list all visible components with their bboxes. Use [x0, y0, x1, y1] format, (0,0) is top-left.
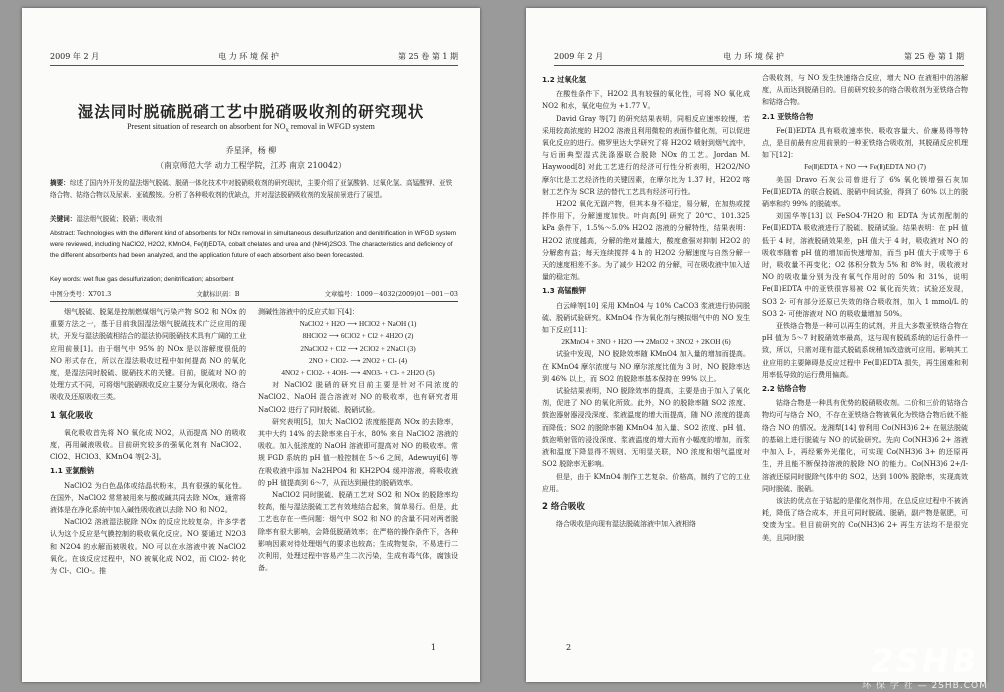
equation-3 — [258, 343, 458, 355]
equation-2 — [258, 330, 458, 342]
article-number: 文章编号：1009－4032(2009)01－001－03 — [324, 290, 458, 298]
section-1-2-paragraph-3: H2O2 氧化无副产物，但其本身不稳定，易分解，在加热或搅拌作用下，分解速度加快。叶向高[9] 研究了 20℃、101.325 kPa 条件下，1.5%～5.0% H2O2 溶液的分解特性，结果表明：H2O2 浓度越高，分解的绝对量越大，酸度愈强对抑制 H2O2 的分解愈有益；每天连续搅拌 4 h 的 H2O2 分解速度与自然分解一天的速度相差不多。为了减少 H2O2 的分解，可在吸收液中加入适量的稳定剂。 — [542, 200, 750, 282]
section-1-3-paragraph-1: 白云峰等[10] 采用 KMnO4 与 10% CaCO3 浆液进行协同脱硫、脱硝试验研究。KMnO4 作为氧化剂与模拟烟气中的 NO 发生如下反应[11]： — [542, 301, 750, 335]
article-meta — [50, 289, 458, 302]
section-1-heading: 1 氧化吸收 — [50, 410, 93, 421]
abstract-label: 摘要： — [50, 179, 70, 187]
keywords-text: 湿法烟气脱硫；脱硝；吸收剂 — [76, 215, 163, 223]
equation-5-text: 4NO2 + ClO2- + 4OH- ⟶ 4NO3- + Cl- + 2H2O — [281, 369, 425, 378]
affiliation: （南京师范大学 动力工程学院，江苏 南京 210042） — [155, 161, 347, 170]
keywords — [50, 214, 458, 226]
page-1 — [22, 8, 480, 682]
english-abstract — [50, 228, 458, 262]
clc-number: 中图分类号：X701.3 — [50, 290, 112, 298]
english-abstract-label: Abstract: — [50, 230, 76, 237]
section-2-continued: 合吸收剂，与 NO 发生快速络合反应，增大 NO 在液相中的溶解度，从而达到脱硝目的。目前研究较多的络合吸收剂为亚铁络合物和钴络合物。 — [762, 74, 968, 107]
equation-1-number: (1) — [408, 320, 417, 329]
equation-3-number: (3) — [407, 344, 416, 353]
equation-6 — [542, 336, 750, 348]
reaction-intro: 测碱性溶液中的反应式如下[4]： — [258, 308, 359, 316]
document-code: 文献标识码：B — [196, 290, 240, 298]
page-2 — [526, 8, 986, 682]
watermark-logo: 2SHB — [870, 642, 980, 680]
equation-2-text: 8HClO2 ⟶ 6ClO2 + Cl2 + 4H2O — [302, 332, 404, 341]
equation-1-text: NaClO2 + H2O ⟶ HClO2 + NaOH — [299, 320, 407, 329]
naclo2-issues-paragraph: NaClO2 同时脱硫、脱硝工艺对 SO2 和 NOx 的脱除率均较高，能与湿法脱硫工艺有效地结合起来，简单易行。但是，此工艺也存在一些问题：烟气中 SO2 和 NO 的含量不同对两者脱除率有很大影响，会降低脱硝效率；在严格的操作条件下，各种影响因素对待处理烟气的要求也较高；生成物复杂，不易进行二次利用，处理过程中容易产生二次污染，生成有毒气体，腐蚀设备。 — [258, 491, 458, 573]
equation-6-text: 2KMnO4 + 3NO + H2O ⟶ 2MnO2 + 3NO2 + 2KOH — [561, 338, 721, 347]
abstract — [50, 178, 458, 201]
equation-7-number: (7) — [917, 163, 926, 172]
naclo2-research-paragraph: 对 NaClO2 脱硝的研究目前主要是针对不同浓度的 NaClO2、NaOH 混合溶液对 NO 的吸收率，也有研究者用 NaClO2 进行了同时脱硫、脱硝试验。 — [258, 381, 458, 414]
english-keywords — [50, 274, 458, 285]
section-2-2-heading: 2.2 钴络合物 — [762, 384, 806, 394]
section-1-3-paragraph-2: 试验中发现，NO 脱除效率随 KMnO4 加入量的增加而提高。在 KMnO4 摩尔浓度与 NO 摩尔浓度比值为 3 时，NO 脱除率达到 46% 以上，而 SO2 的脱除率基本保持在 99% 以上。 — [542, 350, 750, 383]
equation-4-number: (4) — [398, 356, 408, 365]
header-issue: 第 25 卷 第 1 期 — [398, 52, 458, 61]
equation-5-number: (5) — [426, 369, 435, 378]
equation-4-text: 2NO + ClO2- ⟶ 2NO2 + Cl- — [308, 356, 397, 365]
english-keywords-label: Key words: — [50, 276, 82, 283]
site-watermark — [850, 644, 1000, 692]
section-1-2-paragraph-2: David Gray 等[7] 的研究结果表明，同相反应速率较慢，若采用较高浓度的 H2O2 溶液且利用微粒的表面作催化剂，可以促进氧化反应的进行。佛罗里达大学研究了将 H2O2 喷射到烟气流中，与后面典型湿式洗涤器联合脱除 NOx 的工艺。Jordan M. Haywood[8] 对此工艺进行的经济可行性分析表明，H2O2/NO 摩尔比是工艺经济性的关键因素，在摩尔比为 1.37 时，H2O2 喀射工艺作为 SCR 法的替代工艺具有经济可行性。 — [542, 114, 750, 196]
header-date: 2009 年 2 月 — [50, 52, 100, 61]
abstract-text: 综述了国内外开发的湿法烟气脱硫、脱硝一体化技术中对脱硝吸收剂的研究现状，主要介绍了亚氯酸钠、过氧化氢、高锰酸钾、亚铁络合物、钴络合物以及尿素、亚硫酸铵。分析了各种吸收剂的优缺点，并对湿法脱硝吸收剂的发展前景进行了展望。 — [50, 179, 453, 199]
english-abstract-text: Technologies with the different kind of absorbents for NOx removal in simultaneous desulfurization and denitrification in WFGD system were reviewed, including NaClO2, H2O2, KMnO4, Fe(Ⅱ)EDTA, cobalt chelates and urea and (NH4)2SO3. The characteristics and deficiency of the different absorbents had been analyzed, and the application future of each absorbent also been forecasted. — [50, 230, 457, 260]
section-1-3-paragraph-4: 但是，由于 KMnO4 制作工艺复杂、价格高，制约了它的工业应用。 — [542, 472, 750, 493]
section-1-1-paragraph-2: NaClO2 溶液湿法脱除 NOx 的反应比较复杂，许多学者认为这个反应是气膜控制的吸收氧化反应。NO 要通过 N2O3 和 N2O4 的水解而被吸收。NO 可以在水溶液中被 NaClO2 氧化。在该反应过程中，NO 被氧化成 NO2，而 ClO2- 转化为 Cl-、ClO-。推 — [50, 518, 246, 576]
equation-2-number: (2) — [405, 332, 414, 341]
equation-6-number: (6) — [722, 338, 731, 347]
paper-title: 湿法同时脱硫脱硝工艺中脱硝吸收剂的研究现状 — [77, 103, 425, 121]
intro-paragraph: 烟气脱硫、脱氮是控制燃煤烟气污染产物 SO2 和 NOx 的重要方法之一，基于目前我国湿法烟气脱硫技术广泛应用的现状，开发与湿法脱硫相结合的湿法协同脱硝技术具有广阔的工业应用前景[1]。由于烟气中 95% 的 NOx 是以溶解度很低的 NO 形式存在，所以在湿法吸收过程中如何提高 NO 的氧化度，是湿法同时脱硫、脱硝技术的关键。目前，脱硫对 NO 的处理方式不同，可将烟气脱硝吸收反应主要分为氧化吸收、络合吸收及还原吸收三类。 — [50, 308, 246, 402]
equation-7-text: Fe(Ⅱ)EDTA + NO ⟶ Fe(Ⅱ)EDTA NO — [804, 163, 916, 172]
section-2-heading: 2 络合吸收 — [542, 501, 585, 512]
section-2-1-paragraph-1: Fe(Ⅱ)EDTA 具有吸收速率快、吸收容量大、价廉易得等特点，是目前最有应用前景的一种亚铁络合吸收剂，其脱硝反应机理如下[12]： — [762, 126, 968, 160]
section-2-1-paragraph-4: 亚铁络合物是一种可以再生的试剂，并且大多数亚铁络合物在 pH 值为 5～7 时脱硝效率最高，这与现有脱硫系统的运行条件一致，所以，只需对现有湿式脱硫系统稍加改造就可应用。影响其工业应用的主要障碍是反应过程中 Fe(Ⅱ)EDTA 损失，再生困难和利用率低导致的运行费用偏高。 — [762, 322, 968, 379]
section-1-1-paragraph-1: NaClO2 为白色晶体或结晶状粉末，具有很强的氧化性。在国外，NaClO2 常常被用来与酸或碱共同去除 NOx，通常将液体是在净化系统中加入碱性吸收液以去除 NO 和 NO2。 — [50, 481, 246, 515]
section-1-1-heading: 1.1 亚氯酸钠 — [50, 466, 94, 476]
section-2-1-paragraph-2: 美国 Dravo 石灰公司曾进行了 6% 氧化镁增强石灰加 Fe(Ⅱ)EDTA 的联合脱硫、脱硝中间试验，得到了 60% 以上的脱硝率和约 99% 的脱硫率。 — [762, 175, 968, 209]
authors: 乔星泽，杨 柳 — [225, 146, 277, 155]
paper-english-title: Present situation of research on absorbent for $NO_x$ removal in WFGD system — [127, 122, 375, 134]
section-1-text: 氧化吸收首先将 NO 氧化成 NO2，从而提高 NO 的吸收度，再用碱液吸收。目前研究较多的强氧化剂有 NaClO2、ClO2、HClO3、KMnO4 等[2-3]。 — [50, 428, 246, 462]
equation-1 — [258, 318, 458, 330]
header-issue: 第 25 卷 第 1 期 — [904, 52, 964, 61]
page-number: 2 — [566, 643, 572, 652]
section-1-3-heading: 1.3 高锰酸钾 — [542, 286, 586, 296]
page-number: 1 — [430, 643, 436, 652]
keywords-label: 关键词： — [50, 215, 77, 223]
section-2-2-paragraph-1: 钴络合物是一种具有优势的脱硝吸收剂。二价和三价的钴络合物均可与络合 NO，不存在亚铁络合物被氧化为铁络合物后就不能络合 NO 的情况。龙湘犁[14] 曾利用 Co(NH3)6 2+ 在氨法脱硫的基础上进行脱硫与 NO 的试验研究。先向 Co(NH3)6 2+ 溶液中加入 I-，再经紫外光催化，可实现 Co(NH3)6 3+ 的还原再生，并且能不断保持溶液的脱除 NO 的能力。Co(NH3)6 2+/I- 溶液还原同时脱除气体中的 SO2，达到 100% 脱除率，实现高效同时脱硫、脱硝。 — [762, 399, 968, 493]
page2-column-left — [542, 72, 750, 642]
page-header — [554, 46, 964, 66]
section-1-2-paragraph-1: 在酸性条件下，H2O2 具有较强的氧化性，可将 NO 氧化成 NO2 和水，氧化电位为 +1.77 V。 — [542, 90, 750, 111]
section-1-3-paragraph-3: 试验结果表明，NO 脱除效率的提高，主要是由于加入了氧化剂，促进了 NO 的氧化所致。此外，NO 的脱除率随 SO2 浓度、鼓泡器射器浸没深度、浆液温度的增大而提高，随 NO 浓度的提高而降低；SO2 的脱除率随 KMnO4 加入量、SO2 浓度、pH 值、鼓泡喷射管的浸没深度、浆液温度的增大而有小幅度的增加，而浆液和温度下降显得不规则、无明显关联，NO 浓度和烟气温度对 SO2 脱除率无影响。 — [542, 387, 750, 469]
equation-4 — [258, 355, 458, 367]
watermark-subtitle: 环 保 学 社 — 2SHB.COM — [862, 681, 988, 691]
page1-column-left — [50, 306, 246, 646]
header-journal: 电 力 环 境 保 护 — [723, 52, 784, 61]
section-2-1-heading: 2.1 亚铁络合物 — [762, 111, 814, 121]
section-2-2-paragraph-2: 该法的优点在于钴起的是催化剂作用，在总反应过程中不被消耗，降低了络合成本，并且可同时脱硫、脱硝，副产物是氨肥，可变废为宝。但目前研究的 Co(NH3)6 2+ 再生方法均不是很完美，且同时脱 — [762, 496, 968, 542]
section-2-paragraph: 络合吸收是向现有湿法脱硫溶液中加入液相络 — [556, 520, 696, 529]
section-1-2-heading: 1.2 过氧化氢 — [542, 75, 586, 84]
equation-3-text: 2NaClO2 + Cl2 ⟶ 2ClO2 + 2NaCl — [300, 344, 406, 353]
equation-5 — [258, 367, 458, 379]
page1-column-right — [258, 306, 458, 646]
equation-7 — [762, 161, 968, 173]
header-journal: 电 力 环 境 保 护 — [218, 52, 279, 61]
section-2-1-paragraph-3: 刘国华等[13] 以 FeSO4·7H2O 和 EDTA 为试剂配制的 Fe(Ⅱ)EDTA 吸收液进行了脱硫、脱硝试验。结果表明：在 pH 值低于 4 时，溶液脱硝效果差，pH 值大于 4 时，吸收液对 NO 的吸收率随着 pH 值的增加而快速增加，而当 pH 值大于或等于 6 时，吸收量不再变化；O2 体积分数为 5% 和 8% 时，吸收液对 NO 的吸收量分别为没有氧气作用时的 50% 和 31%，说明 Fe(Ⅱ)EDTA 中的亚铁很容易被 O2 氧化而失效；试验还发现，SO3 2- 可有部分还原已失效的络合吸收剂，加入 1 mmol/L 的 SO3 2- 可使溶液对 NO 的吸收量增加 50%。 — [762, 212, 968, 318]
page2-column-right — [762, 72, 968, 642]
header-date: 2009 年 2 月 — [554, 52, 604, 61]
page-header — [50, 46, 458, 66]
english-keywords-text: wet flue gas desulfurization; denitrification; absorbent — [83, 276, 234, 283]
naclo2-results-paragraph: 研究表明[5]，加大 NaClO2 浓度能提高 NOx 的去除率，其中大约 14% 的去除率来自于水，80% 来自 NaClO2 溶液的吸收。加入低浓度的 NaOH 溶液即可提高对 NO 的吸收率。常规 FGD 系统的 pH 值一般控制在 5～6 之间，Adewuyi[6] 等在吸收液中添加 Na2HPO4 和 KH2PO4 缓冲溶液，将吸收液的 pH 值提高到 6～7，从而达到最佳的脱硝效率。 — [258, 417, 458, 487]
